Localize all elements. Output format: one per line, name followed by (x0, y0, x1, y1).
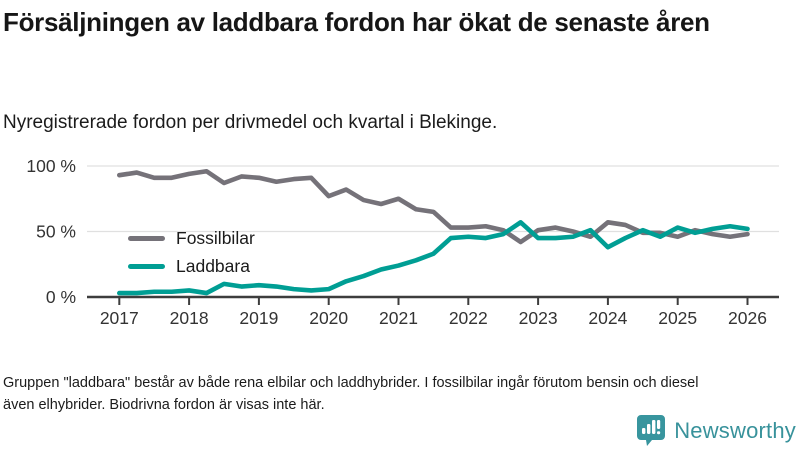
x-tick-label: 2021 (379, 308, 418, 328)
x-tick-label: 2023 (518, 308, 558, 328)
legend-label-fossilbilar: Fossilbilar (176, 228, 255, 248)
legend-item-laddbara (128, 257, 255, 276)
chart-legend (128, 229, 255, 276)
legend-swatch-laddbara (128, 264, 165, 269)
footnote: Gruppen "laddbara" består av både rena elbilar och laddhybrider. I fossilbilar ingår förutom bensin och diesel även elhybrider. Biodrivna fordon är visas inte här. (3, 375, 699, 414)
y-tick-label: 50 % (36, 221, 76, 242)
chart-title: Försäljningen av laddbara fordon har ökat de senaste åren (3, 7, 710, 37)
x-tick-label: 2020 (309, 308, 349, 328)
x-axis (87, 297, 779, 305)
x-tick-label: 2022 (448, 308, 488, 328)
newsworthy-logo-text: Newsworthy (674, 417, 796, 443)
line-chart (0, 150, 800, 345)
x-tick-label: 2025 (658, 308, 698, 328)
x-tick-label: 2019 (239, 308, 279, 328)
legend-label-laddbara: Laddbara (176, 256, 250, 276)
newsworthy-bubble-icon (636, 414, 666, 447)
chart-subtitle: Nyregistrerade fordon per drivmedel och kvartal i Blekinge. (3, 112, 498, 133)
legend-swatch-fossilbilar (128, 236, 165, 241)
legend-item-fossilbilar (128, 229, 255, 248)
x-tick-label: 2024 (588, 308, 628, 328)
newsworthy-logo (636, 414, 796, 447)
x-tick-label: 2026 (728, 308, 767, 328)
y-tick-label: 0 % (45, 287, 76, 307)
y-tick-label: 100 % (26, 156, 76, 176)
x-tick-label: 2017 (99, 308, 139, 328)
x-tick-label: 2018 (169, 308, 209, 328)
